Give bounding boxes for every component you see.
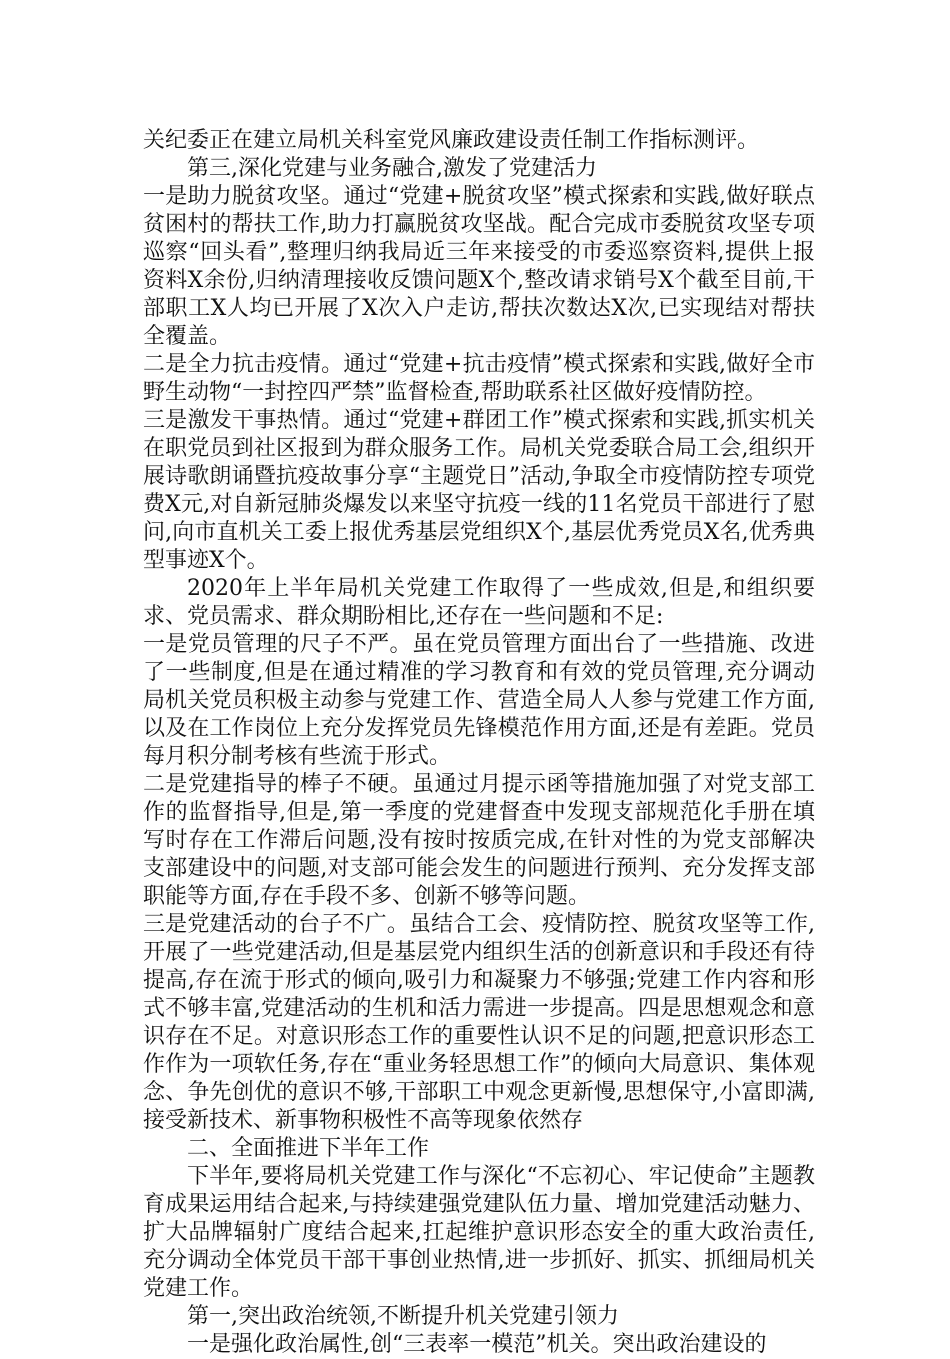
paragraph-member-management: 一是党员管理的尺子不严。虽在党员管理方面出台了一些措施、改进了一些制度,但是在通过精准的学习教育和有效的党员管理,充分调动局机关党员积极主动参与党建工作、营造全局人人参与党建工作方面,以及在工作岗位上充分发挥党员先锋模范作用方面,还是有差距。党员每月积分制考核有些流于形式。 <box>143 632 815 769</box>
paragraph-activities: 三是党建活动的台子不广。虽结合工会、疫情防控、脱贫攻坚等工作,开展了一些党建活动,但是基层党内组织生活的创新意识和手段还有待提高,存在流于形式的倾向,吸引力和凝聚力不够强;党建工作内容和形式不够丰富,党建活动的生机和活力需进一步提高。四是思想观念和意识存在不足。对意识形态工作的重要性认识不足的问题,把意识形态工作作为一项软任务,存在“重业务轻思想工作”的倾向大局意识、集体观念、争先创优的意识不够,干部职工中观念更新慢,思想保守,小富即满,接受新技术、新事物积极性不高等现象依然存 <box>143 912 815 1133</box>
paragraph-epidemic: 二是全力抗击疫情。通过“党建+抗击疫情”模式探索和实践,做好全市野生动物“一封控四严禁”监督检查,帮助联系社区做好疫情防控。 <box>143 352 815 405</box>
heading-second-half: 二、全面推进下半年工作 <box>187 1136 430 1161</box>
paragraph-enthusiasm: 三是激发干事热情。通过“党建+群团工作”模式探索和实践,抓实机关在职党员到社区报到为群众服务工作。局机关党委联合局工会,组织开展诗歌朗诵暨抗疫故事分享“主题党日”活动,争取全市疫情防控专项党费X元,对自新冠肺炎爆发以来坚守抗疫一线的11名党员干部进行了慰问,向市直机关工委上报优秀基层党组织X个,基层优秀党员X名,优秀典型事迹X个。 <box>143 408 815 573</box>
document-body <box>143 127 815 1359</box>
paragraph-discipline-note: 关纪委正在建立局机关科室党风廉政建设责任制工作指标测评。 <box>143 128 760 153</box>
paragraph-second-half-plan: 下半年,要将局机关党建工作与深化“不忘初心、牢记使命”主题教育成果运用结合起来,与持续建强党建队伍力量、增加党建活动魅力、扩大品牌辐射广度结合起来,扛起维护意识形态安全的重大政治责任,充分调动全体党员干部干事创业热情,进一步抓好、抓实、抓细局机关党建工作。 <box>143 1164 815 1301</box>
heading-third-section: 第三,深化党建与业务融合,激发了党建活力 <box>187 156 597 181</box>
paragraph-first-half-summary: 2020年上半年局机关党建工作取得了一些成效,但是,和组织要求、党员需求、群众期盼相比,还存在一些问题和不足: <box>143 576 815 629</box>
paragraph-poverty-alleviation: 一是助力脱贫攻坚。通过“党建+脱贫攻坚”模式探索和实践,做好联点贫困村的帮扶工作,助力打赢脱贫攻坚战。配合完成市委脱贫攻坚专项巡察“回头看”,整理归纳我局近三年来接受的市委巡察资料,提供上报资料X余份,归纳清理接收反馈问题X个,整改请求销号X个截至目前,干部职工X人均已开展了X次入户走访,帮扶次数达X次,已实现结对帮扶全覆盖。 <box>143 184 815 349</box>
paragraph-guidance: 二是党建指导的棒子不硬。虽通过月提示函等措施加强了对党支部工作的监督指导,但是,第一季度的党建督查中发现支部规范化手册在填写时存在工作滞后问题,没有按时按质完成,在针对性的为党支部解决支部建设中的问题,对支部可能会发生的问题进行预判、充分发挥支部职能等方面,存在手段不多、创新不够等问题。 <box>143 772 815 909</box>
paragraph-political-attribute: 一是强化政治属性,创“三表率一模范”机关。突出政治建设的 <box>187 1332 767 1357</box>
heading-political-leadership: 第一,突出政治统领,不断提升机关党建引领力 <box>187 1304 619 1329</box>
